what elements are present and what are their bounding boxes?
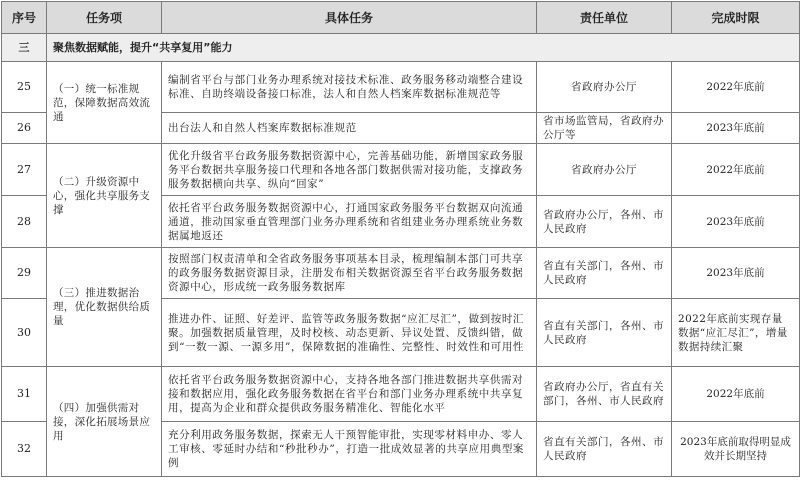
header-deadline: 完成时限: [672, 2, 800, 34]
row-number: 32: [2, 422, 47, 477]
row-number: 31: [2, 367, 47, 422]
row-number: 28: [2, 196, 47, 248]
row-number: 30: [2, 299, 47, 367]
row-number: 29: [2, 248, 47, 299]
section-row: [2, 34, 800, 62]
table-row: [2, 367, 800, 422]
responsible-unit: 省政府办公厅，各州、市人民政府: [537, 196, 672, 248]
task-description: 充分利用政务服务数据，探索无人干预智能审批，实现零材料申办、零人工审核、零延时办结和“秒批秒办”，打造一批成效显著的共享应用典型案例: [162, 422, 537, 477]
row-number: 27: [2, 144, 47, 196]
task-description: 编制省平台与部门业务办理系统对接技术标准、政务服务移动端整合建设标准、自助终端设备接口标准，法人和自然人档案库数据标准规范等: [162, 62, 537, 113]
deadline: 2023年底前取得明显成效并长期坚持: [672, 422, 800, 477]
header-number: 序号: [2, 2, 47, 34]
section-number: 三: [2, 34, 47, 62]
deadline: 2023年底前: [672, 196, 800, 248]
responsible-unit: 省政府办公厅: [537, 144, 672, 196]
deadline: 2022年底前: [672, 62, 800, 113]
responsible-unit: 省直有关部门，各州、市人民政府: [537, 299, 672, 367]
header-responsible-unit: 责任单位: [537, 2, 672, 34]
task-table: [1, 1, 800, 477]
responsible-unit: 省直有关部门，各州、市人民政府: [537, 422, 672, 477]
table-row: [2, 62, 800, 113]
task-description: 出台法人和自然人档案库数据标准规范: [162, 113, 537, 144]
task-description: 推进办件、证照、好差评、监管等政务服务数据“应汇尽汇”，做到按时汇聚。加强数据质量管理，及时校核、动态更新、异议处置、反馈纠错，做到“一数一源、一源多用”，保障数据的准确性、完整性、时效性和可用性: [162, 299, 537, 367]
table-row: [2, 144, 800, 196]
deadline: 2023年底前: [672, 248, 800, 299]
deadline: 2022年底前: [672, 367, 800, 422]
task-group: （一）统一标准规范，保障数据高效流通: [47, 62, 162, 144]
deadline: 2022年底前实现存量数据“应汇尽汇”，增量数据持续汇聚: [672, 299, 800, 367]
table-header-row: [2, 2, 800, 34]
responsible-unit: 省市场监管局，省政府办公厅等: [537, 113, 672, 144]
table-row: [2, 248, 800, 299]
deadline: 2022年底前: [672, 144, 800, 196]
task-group: （四）加强供需对接，深化拓展场景应用: [47, 367, 162, 477]
section-title: 聚焦数据赋能，提升“共享复用”能力: [47, 34, 800, 62]
task-description: 优化升级省平台政务服务数据资源中心，完善基础功能，新增国家政务服务平台数据共享服务接口代理和各地各部门数据供需对接功能，支撑政务服务数据横向共享、纵向“回家”: [162, 144, 537, 196]
task-group: （二）升级资源中心，强化共享服务支撑: [47, 144, 162, 248]
responsible-unit: 省政府办公厅，省直有关部门，各州、市人民政府: [537, 367, 672, 422]
task-description: 依托省平台政务服务数据资源中心，支持各地各部门推进数据共享供需对接和数据应用，强化政务服务数据在省平台和部门业务办理系统中共享复用，提高为企业和群众提供政务服务精准化、智能化水平: [162, 367, 537, 422]
row-number: 26: [2, 113, 47, 144]
task-group: （三）推进数据治理，优化数据供给质量: [47, 248, 162, 367]
responsible-unit: 省政府办公厅: [537, 62, 672, 113]
task-description: 按照部门权责清单和全省政务服务事项基本目录，梳理编制本部门可共享的政务服务数据资源目录，注册发布相关数据资源至省平台政务服务数据资源中心，形成统一政务服务数据库: [162, 248, 537, 299]
deadline: 2023年底前: [672, 113, 800, 144]
header-specific-task: 具体任务: [162, 2, 537, 34]
row-number: 25: [2, 62, 47, 113]
task-description: 依托省平台政务服务数据资源中心，打通国家政务服务平台数据双向流通通道，推动国家垂直管理部门业务办理系统和省组建业务办理系统业务数据属地返还: [162, 196, 537, 248]
responsible-unit: 省直有关部门，各州、市人民政府: [537, 248, 672, 299]
header-task-item: 任务项: [47, 2, 162, 34]
